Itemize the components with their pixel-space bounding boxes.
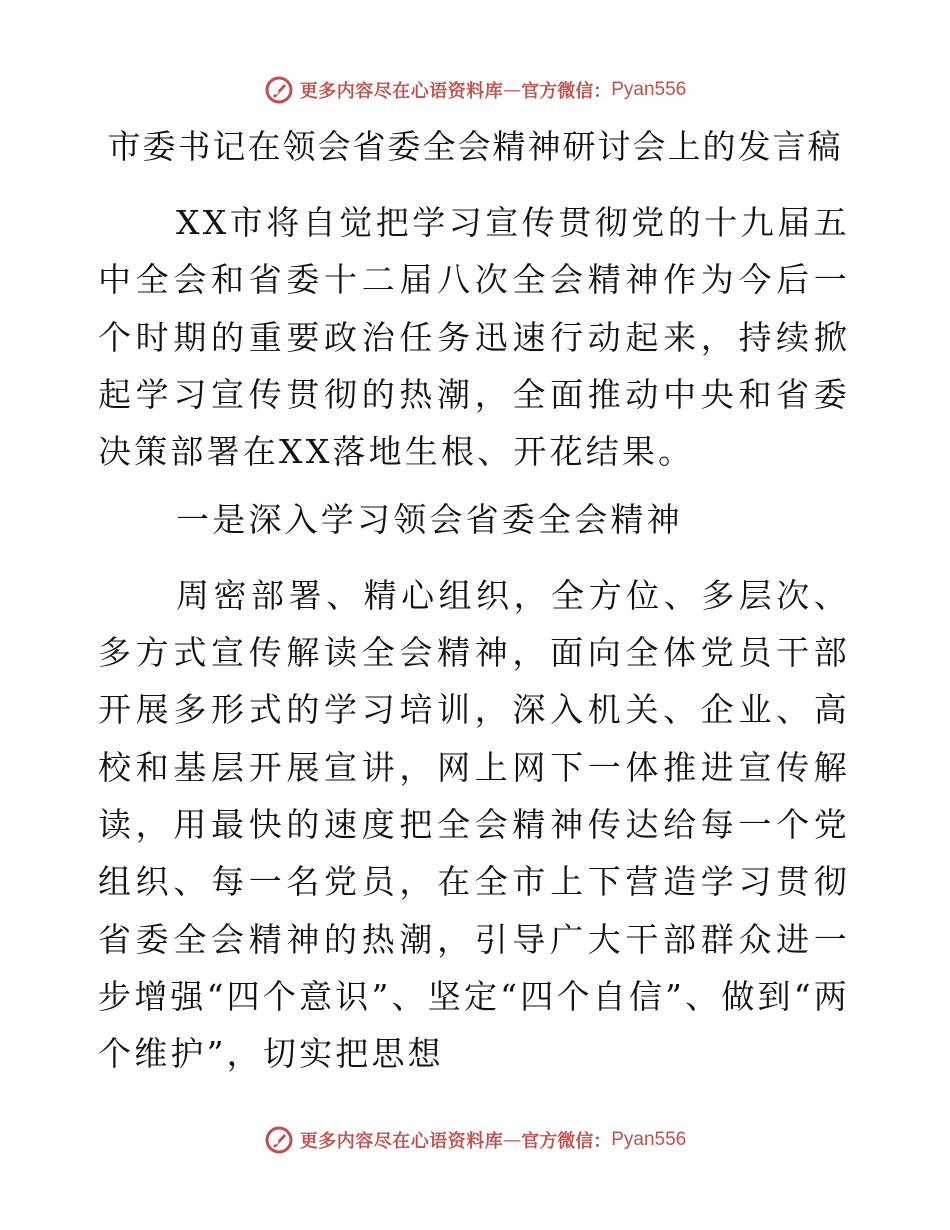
footer-watermark (0, 1122, 950, 1158)
paragraph-section-1: 周密部署、精心组织，全方位、多层次、多方式宣传解读全会精神，面向全体党员干部开展多形式的学习培训，深入机关、企业、高校和基层开展宣讲，网上网下一体推进宣传解读，用最快的速度把全会精神传达给每一个党组织、每一名党员，在全市上下营造学习贯彻省委全会精神的热潮，引导广大干部群众进一步增强“四个意识”、坚定“四个自信”、做到“两个维护”，切实把思想 (98, 575, 850, 1074)
feather-pen-logo-icon (264, 75, 294, 105)
document-body (98, 194, 850, 1093)
watermark-separator: — (503, 1129, 522, 1151)
section-heading: 一是深入学习领会省委全会精神 (176, 500, 683, 540)
watermark-text: 更多内容尽在心语资料库 (299, 1131, 504, 1152)
feather-pen-logo-icon (264, 1125, 294, 1155)
watermark-handle: Pyan556 (611, 79, 687, 100)
watermark-wechat-label: 官方微信： (521, 1131, 612, 1152)
watermark-handle: Pyan556 (611, 1129, 687, 1150)
header-watermark (0, 72, 950, 108)
watermark-separator: — (503, 79, 522, 101)
document-title: 市委书记在领会省委全会精神研讨会上的发言稿 (107, 127, 843, 166)
paragraph-intro: XX市将自觉把学习宣传贯彻党的十九届五中全会和省委十二届八次全会精神作为今后一个时期的重要政治任务迅速行动起来，持续掀起学习宣传贯彻的热潮，全面推动中央和省委决策部署在XX落地生根、开花结果。 (98, 203, 850, 472)
watermark-text: 更多内容尽在心语资料库 (299, 81, 504, 102)
watermark-wechat-label: 官方微信： (521, 81, 612, 102)
